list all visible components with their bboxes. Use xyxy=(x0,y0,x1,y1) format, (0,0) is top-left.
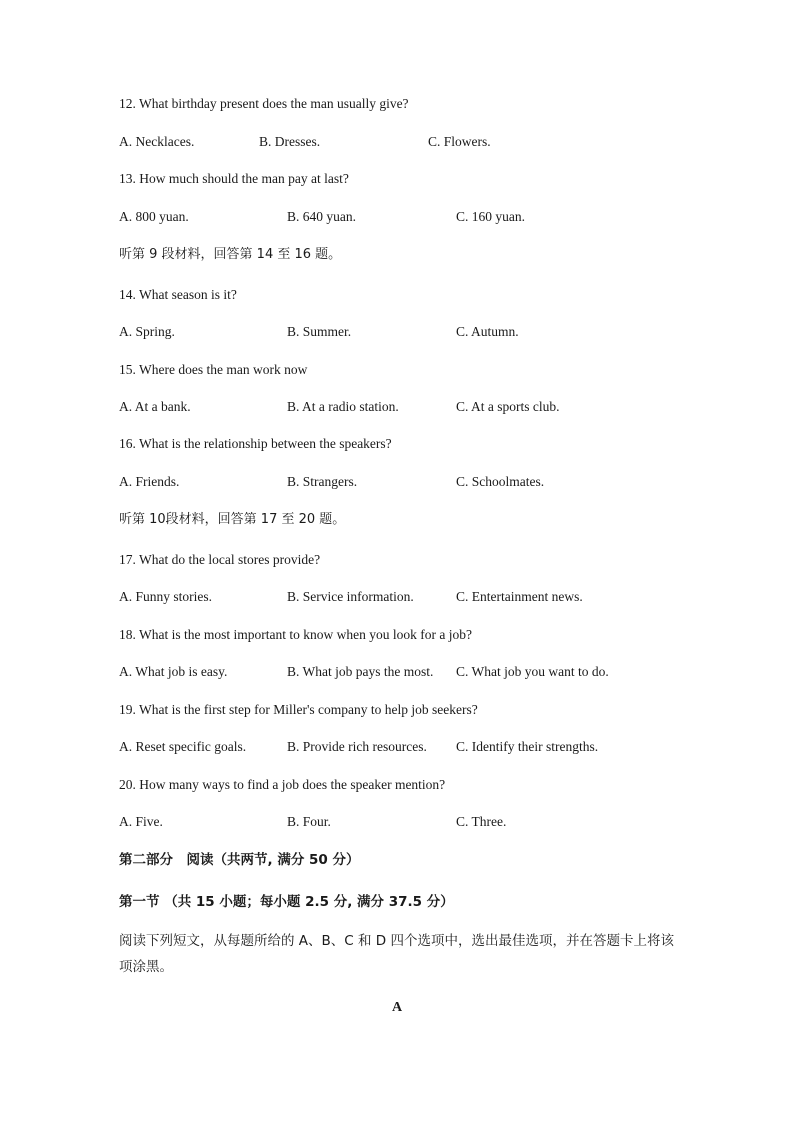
q18-option-b: B. What job pays the most. xyxy=(287,664,434,679)
question-19: 19. What is the first step for Miller's company to help job seekers? xyxy=(119,702,478,717)
q19-option-c: C. Identify their strengths. xyxy=(456,739,599,754)
q14-option-c: C. Autumn. xyxy=(456,324,519,339)
section-9-instruction: 听第 9 段材料，回答第 14 至 16 题。 xyxy=(119,247,342,262)
q18-option-c: C. What job you want to do. xyxy=(456,664,609,679)
q20-option-a: A. Five. xyxy=(119,814,163,829)
section-10-instruction: 听第 10段材料，回答第 17 至 20 题。 xyxy=(119,512,346,527)
passage-label: A xyxy=(391,1000,403,1015)
q13-option-a: A. 800 yuan. xyxy=(119,209,189,224)
q15-option-a: A. At a bank. xyxy=(119,399,191,414)
q16-option-c: C. Schoolmates. xyxy=(456,474,545,489)
question-16: 16. What is the relationship between the speakers? xyxy=(119,436,392,451)
q13-option-c: C. 160 yuan. xyxy=(456,209,525,224)
question-17: 17. What do the local stores provide? xyxy=(119,552,321,567)
question-14: 14. What season is it? xyxy=(119,287,237,302)
part-2-heading: 第二部分 阅读（共两节, 满分 50 分） xyxy=(119,852,360,868)
q18-option-a: A. What job is easy. xyxy=(119,664,228,679)
q12-option-c: C. Flowers. xyxy=(428,134,491,149)
question-18: 18. What is the most important to know when you look for a job? xyxy=(119,627,472,642)
q17-option-c: C. Entertainment news. xyxy=(456,589,583,604)
q13-option-b: B. 640 yuan. xyxy=(287,209,356,224)
q19-option-a: A. Reset specific goals. xyxy=(119,739,247,754)
q12-option-b: B. Dresses. xyxy=(259,134,321,149)
question-13: 13. How much should the man pay at last? xyxy=(119,171,349,186)
q20-option-b: B. Four. xyxy=(287,814,331,829)
question-12: 12. What birthday present does the man usually give? xyxy=(119,96,409,111)
section-1-heading: 第一节 （共 15 小题；每小题 2.5 分, 满分 37.5 分） xyxy=(119,894,454,910)
q15-option-b: B. At a radio station. xyxy=(287,399,399,414)
q20-option-c: C. Three. xyxy=(456,814,507,829)
question-20: 20. How many ways to find a job does the speaker mention? xyxy=(119,777,446,792)
q12-option-a: A. Necklaces. xyxy=(119,134,195,149)
q15-option-c: C. At a sports club. xyxy=(456,399,560,414)
q17-option-a: A. Funny stories. xyxy=(119,589,213,604)
q14-option-b: B. Summer. xyxy=(287,324,352,339)
q14-option-a: A. Spring. xyxy=(119,324,175,339)
q17-option-b: B. Service information. xyxy=(287,589,414,604)
q19-option-b: B. Provide rich resources. xyxy=(287,739,427,754)
q16-option-a: A. Friends. xyxy=(119,474,180,489)
question-15: 15. Where does the man work now xyxy=(119,362,308,377)
q16-option-b: B. Strangers. xyxy=(287,474,358,489)
reading-instruction: 阅读下列短文，从每题所给的 A、B、C 和 D 四个选项中，选出最佳选项，并在答题卡上将该项涂黑。 xyxy=(119,933,674,975)
